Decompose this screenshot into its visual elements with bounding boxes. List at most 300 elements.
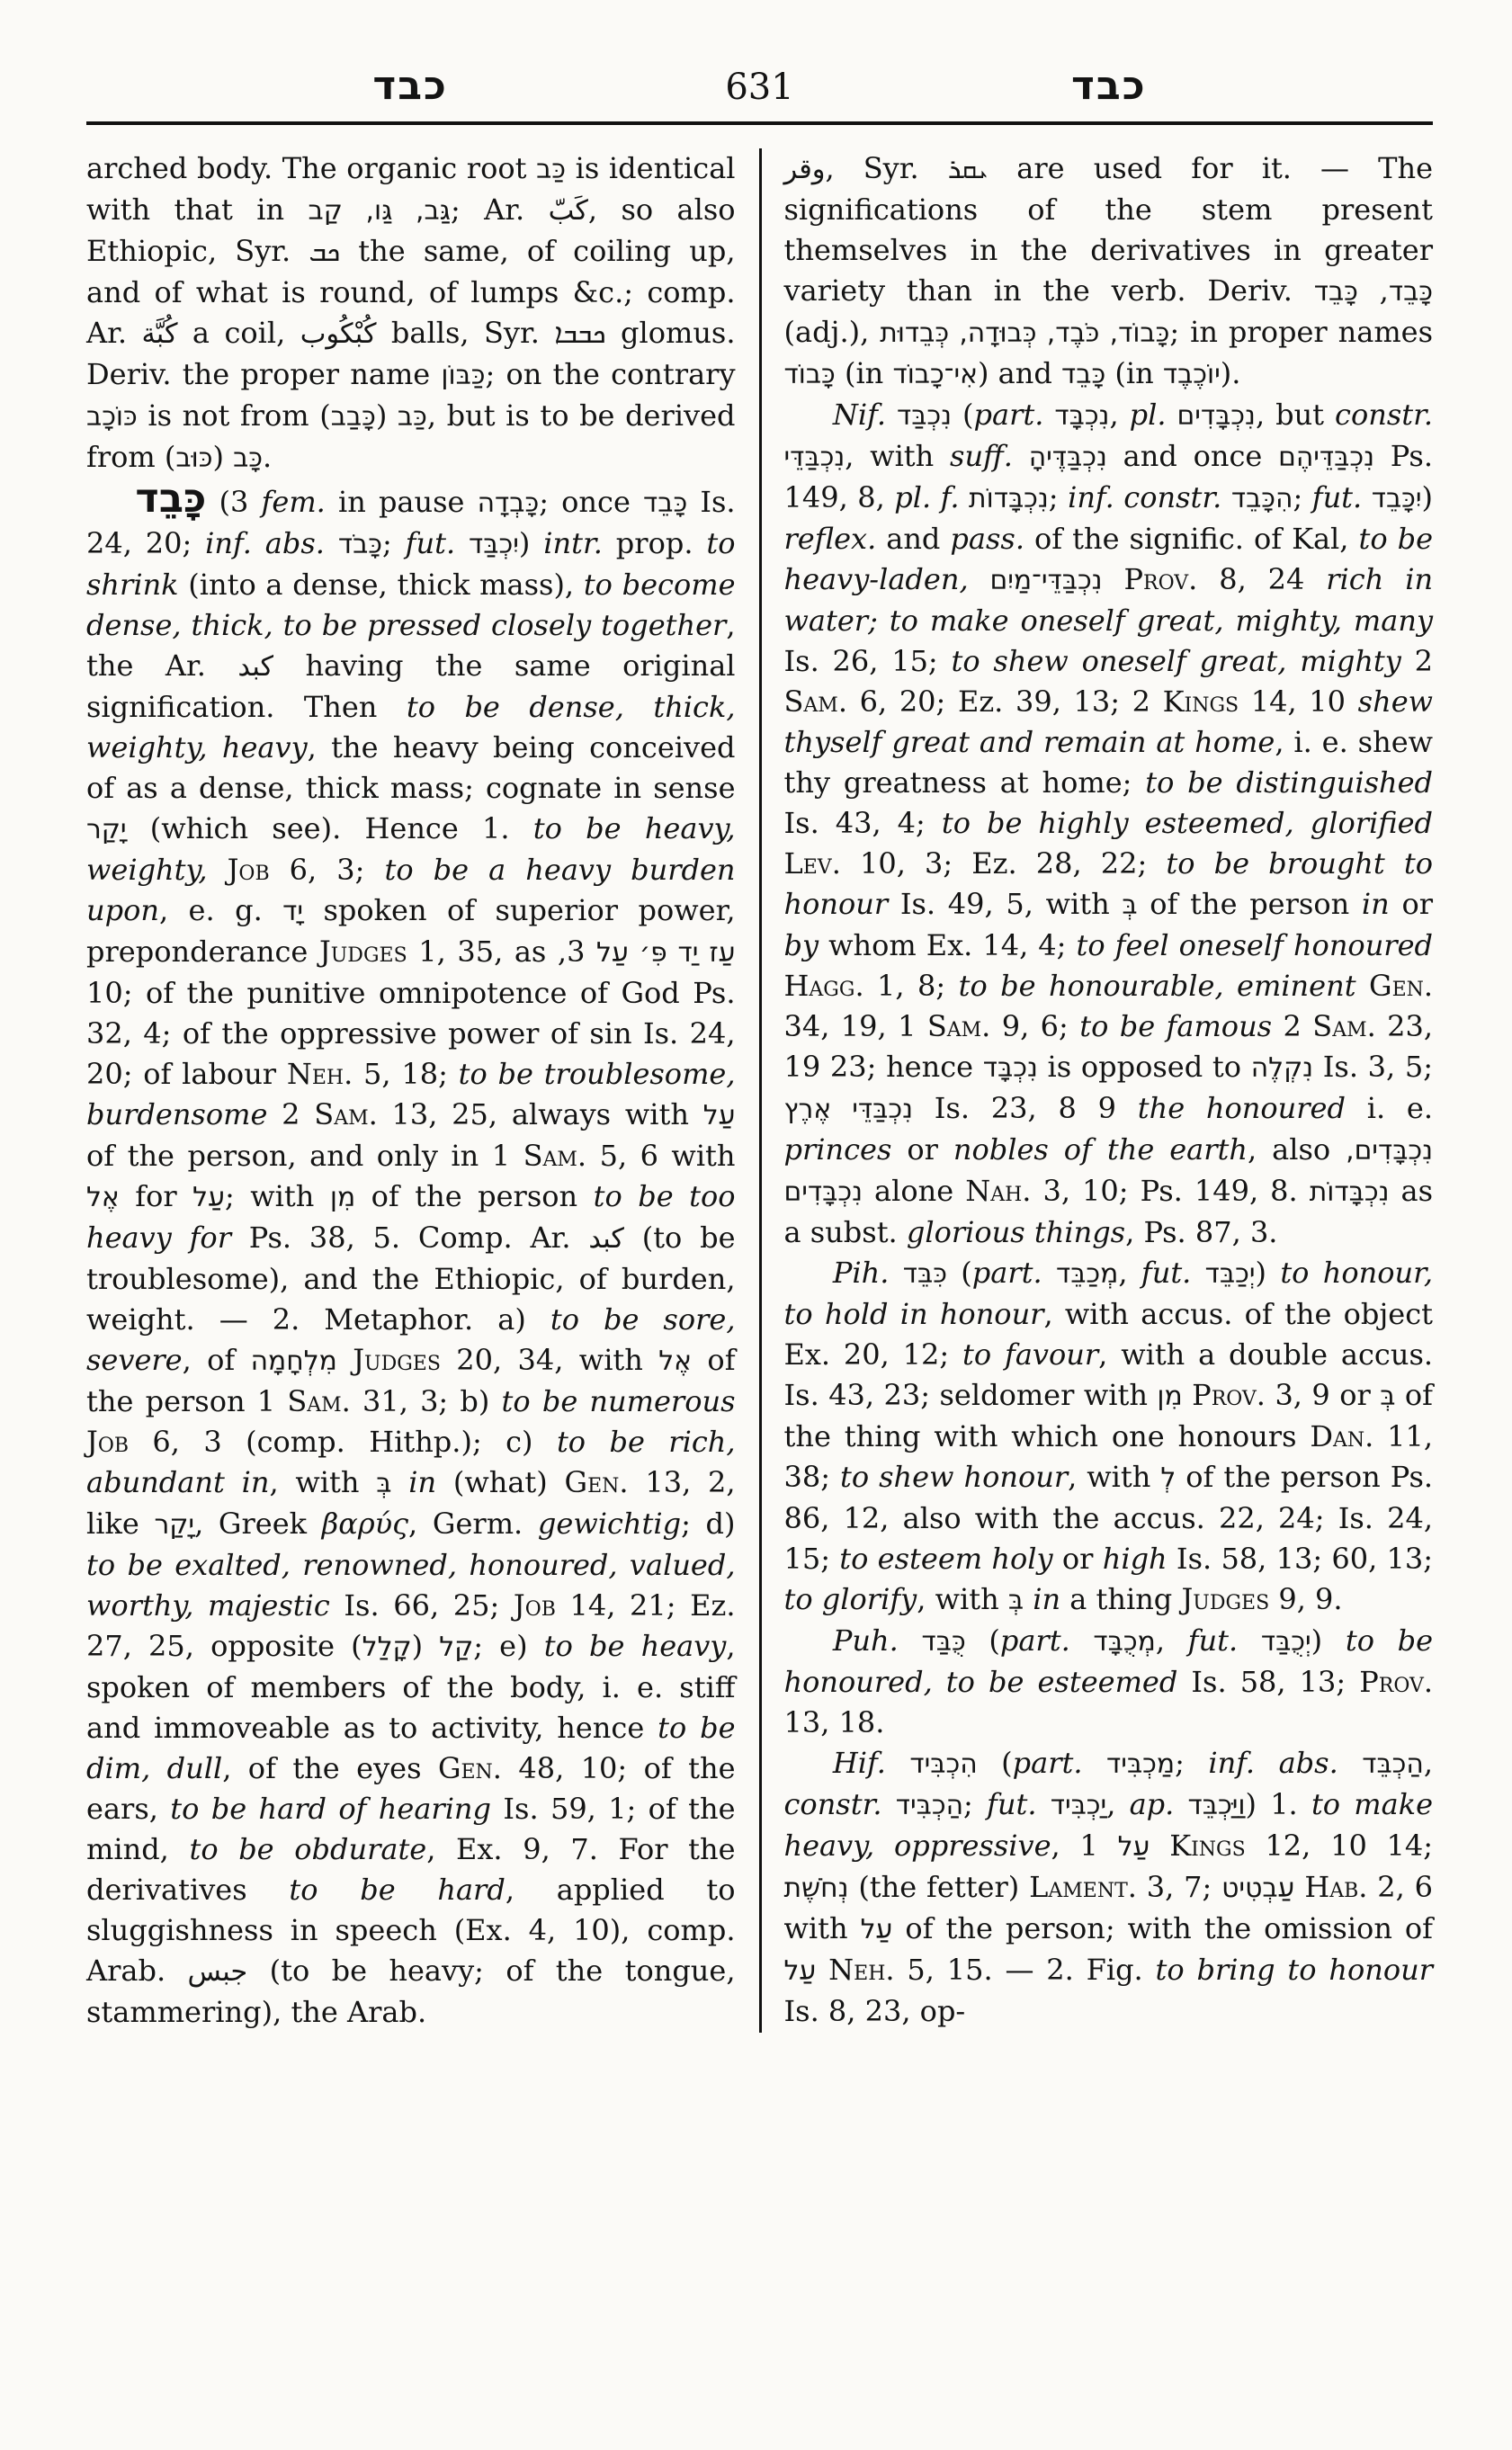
text-segment: עַל [783, 1955, 817, 1987]
text-segment [1024, 1582, 1033, 1616]
text-segment: part. [973, 398, 1044, 432]
text-segment [325, 526, 338, 560]
text-segment: כִּבֵּד [902, 1258, 947, 1290]
text-segment: 12, 10 14; [1245, 1829, 1434, 1863]
text-segment: כָּבֵד [1313, 276, 1358, 308]
text-segment: to be too heavy for [86, 1179, 736, 1255]
text-segment: fut. [987, 1787, 1037, 1821]
text-segment: אִי־כָבוֹד [892, 359, 979, 390]
text-segment: ; with [225, 1179, 330, 1213]
text-segment: , Greek [194, 1507, 322, 1541]
text-columns [86, 148, 1433, 2033]
text-segment: נִכְבַּד [896, 400, 953, 432]
text-segment: Job [513, 1588, 556, 1623]
text-segment: ; Ar. [450, 192, 549, 227]
text-segment: to be highly esteemed, glorified [941, 806, 1434, 840]
text-segment: Nif. [832, 398, 886, 432]
text-segment: 2 [1400, 644, 1434, 678]
text-segment: or [1389, 887, 1434, 921]
text-segment [1043, 398, 1054, 432]
text-segment: to feel oneself honoured [1076, 928, 1434, 962]
text-segment: נִכְבַּדֶּיהָ [1028, 442, 1107, 473]
text-segment: , also [1248, 1132, 1346, 1167]
text-segment: Is. 8, 23, op- [783, 1994, 966, 2028]
text-segment: , with a double accus. Is. 43, 23; seldomer with [783, 1337, 1434, 1412]
text-segment: מְכַבֵּד [1055, 1258, 1119, 1290]
paragraph [784, 1743, 1434, 2032]
text-segment: נִכְבָּדִים [1176, 400, 1256, 432]
text-segment: to be a heavy burden upon [86, 853, 736, 927]
text-segment: Is. 43, 4; [783, 806, 942, 840]
text-segment [337, 1343, 353, 1377]
text-segment: (which see). Hence 1. [126, 811, 533, 845]
text-segment: Sam. [783, 684, 848, 719]
text-segment: (adj.), [783, 315, 881, 349]
text-segment: ; d) [681, 1507, 736, 1541]
text-segment: ܟܒܒܐ [554, 318, 606, 350]
text-segment: glomus. Deriv. the proper name [86, 316, 736, 391]
text-segment [1294, 1870, 1304, 1904]
text-segment: alone [862, 1174, 966, 1208]
text-segment: Ps. 38, 5. Comp. Ar. [231, 1221, 589, 1255]
text-segment: , of the eyes [222, 1751, 438, 1785]
text-segment: to be hard of hearing [170, 1792, 492, 1826]
text-segment: יְכֻבַּד [1260, 1626, 1311, 1658]
text-segment: בְּ [1380, 1381, 1396, 1412]
text-segment: or [891, 1132, 953, 1167]
text-segment: of the signific. of Kal, [1024, 522, 1359, 556]
text-segment: אֶל [658, 1346, 693, 1377]
text-segment: constr. [783, 1787, 882, 1821]
column-divider [759, 148, 762, 2033]
text-segment: Lev. [783, 846, 841, 881]
text-segment: 13, 18. [783, 1705, 885, 1739]
text-segment: נִכְבָּדוֹת [969, 483, 1049, 514]
text-segment: ( [212, 440, 234, 474]
text-segment: Gen. [564, 1465, 629, 1499]
text-segment: Hagg. [783, 969, 864, 1003]
text-segment: the same, of coiling up, and of what is round, of lumps &c.; comp. Ar. [86, 234, 736, 350]
text-segment: and [876, 522, 951, 556]
text-segment: גַּב, גַּו, קַב [308, 195, 451, 227]
text-segment: 3, 9 or [1265, 1378, 1381, 1412]
text-segment: to be numerous [501, 1384, 736, 1418]
text-segment: , with [1068, 1460, 1161, 1494]
text-segment: to be hard [289, 1873, 505, 1907]
text-segment: ); e) [351, 1629, 544, 1663]
text-segment: עַל [192, 1182, 225, 1213]
text-segment: prop. [602, 526, 707, 560]
text-segment: 1, 35, as [407, 934, 558, 969]
text-segment: כָּב [233, 443, 264, 474]
text-segment: ; once [539, 485, 644, 519]
paragraph [86, 148, 736, 478]
text-segment: (the fetter) [848, 1870, 1030, 1904]
text-segment [208, 853, 228, 887]
text-segment: to bring to honour [1155, 1953, 1434, 1987]
text-segment: ( [411, 1629, 440, 1663]
text-segment: ( [375, 398, 398, 433]
text-segment: glorious things [906, 1215, 1126, 1249]
text-segment: Judges [1181, 1582, 1270, 1616]
right-column [784, 148, 1434, 2033]
text-segment: מִלְחָמָה [250, 1346, 337, 1377]
text-segment: in [408, 1465, 437, 1499]
text-segment: ). [1220, 356, 1241, 390]
text-segment: a thing [1060, 1582, 1182, 1616]
text-segment: Is. 59, 1; of the mind, [86, 1792, 736, 1866]
text-segment: to be brought to honour [783, 846, 1434, 921]
text-segment [1083, 1746, 1107, 1780]
text-segment: , applied to sluggishness in speech (Ex. 4, 10), comp. Arab. [86, 1873, 736, 1988]
text-segment: כֻּבַּד [921, 1626, 966, 1658]
text-segment: כַּב [397, 401, 427, 433]
text-segment: Hif. [832, 1746, 886, 1780]
text-segment: to be obdurate [189, 1832, 427, 1866]
text-segment: כָּבֵד [1061, 359, 1106, 390]
text-segment: 5, 18; [353, 1057, 459, 1091]
text-segment: Is. 66, 25; [329, 1588, 514, 1623]
text-segment: Is. 49, 5, with [888, 887, 1123, 921]
text-segment: כָּבְדָה [477, 487, 540, 519]
text-segment: יְכַבֵּד [1204, 1258, 1256, 1290]
text-segment: arched body. The organic root [86, 151, 537, 185]
text-segment: to esteem holy [839, 1542, 1053, 1576]
text-segment: מְכֻבָּד [1093, 1626, 1156, 1658]
text-segment: to be troublesome, burdensome [86, 1057, 736, 1131]
text-segment: كبد [588, 1223, 624, 1255]
text-segment: princes [783, 1132, 892, 1167]
text-segment: or [1052, 1542, 1103, 1576]
text-segment: Judges [353, 1343, 441, 1377]
text-segment: to be distinguished [1145, 765, 1434, 800]
text-segment: ). [164, 440, 273, 474]
text-segment: Job [86, 1425, 130, 1459]
text-segment: كُبَّة [141, 318, 178, 350]
text-segment: , with accus. of the object Ex. 20, 12; [783, 1297, 1434, 1372]
text-segment: to be heavy-laden, [783, 522, 1434, 596]
text-segment: , Ps. 87, 3. [1125, 1215, 1278, 1249]
text-segment: 20, 34, with [440, 1343, 659, 1377]
text-segment: to shew honour [840, 1460, 1069, 1494]
text-segment: is opposed to [1037, 1050, 1251, 1084]
text-segment: נִכְבָּדוֹת [1309, 1176, 1390, 1208]
text-segment: , i. e. shew thy greatness at home; [783, 725, 1434, 800]
text-segment: are used for it. — The significations of the stem present themselves in the derivatives in greater variety than in the verb. Deriv. [783, 151, 1434, 308]
text-segment: נִקְלֶה [1250, 1052, 1314, 1084]
text-segment: , but [1255, 398, 1336, 432]
header-keyword-left: כבד [372, 63, 448, 109]
text-segment: of the person; with the omission of [892, 1911, 1434, 1945]
text-segment: ) [1311, 1623, 1346, 1658]
text-segment: to be dense, thick, weighty, heavy [86, 690, 736, 765]
text-segment: קָלַל [362, 1632, 412, 1663]
text-segment: reflex. [783, 522, 877, 556]
text-segment: (what) [436, 1465, 565, 1499]
text-segment [886, 1746, 910, 1780]
text-segment: the honoured [1137, 1091, 1346, 1125]
text-segment: 2 [267, 1097, 315, 1131]
text-segment: ( [965, 1623, 1000, 1658]
text-segment [1167, 398, 1177, 432]
text-segment: ; in proper names [1169, 315, 1434, 349]
text-segment [882, 1787, 896, 1821]
text-segment: ) 1. [1245, 1787, 1311, 1821]
paragraph [784, 1621, 1434, 1743]
text-segment: 34, 19, 1 [783, 1009, 927, 1043]
text-segment [1103, 562, 1124, 596]
text-segment: 3, 10; Ps. 149, 8. [1031, 1174, 1310, 1208]
text-segment [1238, 1623, 1261, 1658]
text-segment: יָקַר [154, 1509, 195, 1541]
page-header [86, 63, 1433, 109]
text-segment: to be honoured, to be esteemed [783, 1623, 1434, 1699]
text-segment: ap. [1129, 1787, 1175, 1821]
text-segment: , [1118, 1256, 1141, 1290]
text-segment: Neh. [286, 1057, 353, 1091]
text-segment: whom Ex. 14, 4; [819, 928, 1077, 962]
text-segment: Is. 26, 15; [783, 644, 952, 678]
text-segment: Prov. [1192, 1378, 1266, 1412]
text-segment: יִכָּבֵד [1371, 483, 1422, 514]
text-segment: 3, 7; [1136, 1870, 1222, 1904]
text-segment: יָד [282, 896, 304, 927]
text-segment: of the person, and only in 1 [86, 1139, 523, 1173]
text-segment [1042, 1256, 1056, 1290]
text-segment: בְּ [1122, 890, 1138, 921]
text-segment: Kings [1162, 684, 1239, 719]
text-segment: to be famous [1079, 1009, 1273, 1043]
text-segment: βαρύς [321, 1507, 409, 1541]
text-segment: נִכְבַּדֵּי אֶרֶץ [783, 1094, 914, 1125]
text-segment: יַכְבִּיד [1050, 1790, 1107, 1821]
text-segment: nobles of the earth [953, 1132, 1248, 1167]
text-segment: Is. 24, 20; [86, 485, 736, 560]
text-segment [969, 562, 990, 596]
text-segment: spoken of superior power, preponderance [86, 893, 736, 969]
text-segment: הַכְבִּיד [895, 1790, 964, 1821]
text-segment: כּוֹכָב [86, 401, 138, 433]
text-segment: to be exalted, renowned, honoured, valued, worthy, majestic [86, 1548, 736, 1623]
text-segment: part. [971, 1256, 1042, 1290]
text-segment: עַבְטִיט [1221, 1873, 1295, 1904]
text-segment: to honour, to hold in honour [783, 1256, 1434, 1331]
text-segment: אֶל [86, 1182, 120, 1213]
text-segment: is identical with that in [86, 151, 736, 227]
text-segment: (in [1105, 356, 1163, 390]
text-segment: inf. constr. [1068, 480, 1222, 514]
text-segment: 14, 21; Ez. 27, 25, opposite [86, 1588, 736, 1663]
text-segment: , [1423, 1746, 1434, 1780]
text-segment: 5, 6 with [586, 1139, 736, 1173]
text-segment: 6, 3 (comp. Hithp.); c) [129, 1425, 557, 1459]
text-segment: הִכָּבֵד [1230, 483, 1293, 514]
text-segment: gewichtig [537, 1507, 682, 1541]
text-segment: كبد [237, 651, 273, 683]
text-segment: (into a dense, thick mass), [178, 568, 584, 602]
text-segment: to glorify [783, 1582, 917, 1616]
text-segment: having the same original signification. Then [86, 648, 736, 724]
text-segment: 31, 3; b) [350, 1384, 502, 1418]
text-segment: הִכְבִּיד [909, 1748, 978, 1780]
text-segment: 23, 19 23; hence [783, 1009, 1434, 1084]
text-segment: , the heavy being conceived of as a dense, thick mass; cognate in sense [86, 730, 736, 805]
text-segment: בְּ [1007, 1585, 1024, 1616]
text-segment: Is. 58, 13; [1177, 1665, 1360, 1699]
text-segment: 2 [1272, 1009, 1313, 1043]
text-segment: Puh. [832, 1623, 899, 1658]
text-segment: as a subst. [783, 1174, 1434, 1249]
text-segment: to be honourable, eminent [958, 969, 1356, 1003]
text-segment: יִכְבַּד [469, 529, 519, 560]
text-segment: , with [845, 439, 951, 473]
text-segment: , [1106, 1787, 1130, 1821]
text-segment: ) [1421, 480, 1434, 514]
text-segment: , Syr. [825, 151, 948, 185]
text-segment: rich in water; to make oneself great, mighty, many [783, 562, 1434, 638]
page-number: 631 [725, 67, 794, 108]
text-segment: , [1051, 1829, 1080, 1863]
text-segment: to be heavy, weighty, [86, 811, 736, 887]
text-segment [1037, 1787, 1051, 1821]
text-segment: ; [963, 1787, 988, 1821]
text-segment: 9, 6; [990, 1009, 1080, 1043]
text-segment: 1 [1079, 1829, 1170, 1863]
text-segment: fut. [1187, 1623, 1239, 1658]
text-segment: כָּבֵד [135, 474, 207, 522]
text-segment: Is. 3, 5; [1313, 1050, 1434, 1084]
text-segment: מִן [1157, 1381, 1183, 1412]
text-segment: 13, 25, always with [377, 1097, 703, 1131]
text-segment: ) and [978, 356, 1062, 390]
text-segment: כָּבוֹד [783, 359, 836, 390]
text-segment: Neh. [828, 1953, 895, 1987]
text-segment: (in [835, 356, 893, 390]
text-segment: וַיַּכְבֵּד [1187, 1790, 1246, 1821]
text-segment: Is. 23, 8 9 [913, 1091, 1138, 1125]
text-segment [1070, 1623, 1094, 1658]
text-segment: , Germ. [408, 1507, 538, 1541]
text-segment: and once [1106, 439, 1279, 473]
text-segment: ) [518, 526, 544, 560]
text-segment: Job [227, 853, 270, 887]
text-segment: Sam. [287, 1384, 351, 1418]
text-segment: Hab. [1304, 1870, 1368, 1904]
text-segment: fem. [261, 485, 326, 519]
text-segment [1191, 1256, 1204, 1290]
text-segment: , of [182, 1343, 251, 1377]
text-segment: נִכְבָּד [982, 1052, 1038, 1084]
text-segment: to shrink [86, 526, 736, 602]
text-segment: is not from [137, 398, 320, 433]
text-segment: כַּב [536, 154, 567, 185]
text-segment: intr. [543, 526, 603, 560]
text-segment [1362, 480, 1372, 514]
text-segment: מִן [329, 1182, 356, 1213]
text-segment: ; on the contrary [485, 357, 736, 391]
text-segment: , [1109, 398, 1130, 432]
text-segment: كَبّ [548, 195, 588, 227]
text-segment: i. e. [1345, 1091, 1434, 1125]
left-column [86, 148, 736, 2033]
text-segment: pl. f. [894, 480, 960, 514]
text-segment: עַל [860, 1914, 893, 1945]
text-segment: suff. [950, 439, 1013, 473]
text-segment: a coil, [177, 316, 300, 350]
text-segment: בְּ [376, 1468, 392, 1499]
text-segment: (to be heavy; of the tongue, stammering), the Arab. [86, 1954, 736, 2029]
text-segment: part. [1012, 1746, 1083, 1780]
text-segment: נְחֹשֶׁת [783, 1873, 849, 1904]
text-segment: Is. 58, 13; 60, 13; [1167, 1542, 1434, 1576]
text-segment: Gen. [1369, 969, 1434, 1003]
text-segment: 48, 10; of the ears, [86, 1751, 736, 1826]
text-segment: , Ex. 9, 7. For the derivatives [86, 1832, 736, 1907]
text-segment: עַל [702, 1100, 736, 1131]
text-segment: ( [952, 398, 974, 432]
text-segment: Lament. [1029, 1870, 1137, 1904]
text-segment: , spoken of members of the body, i. e. stiff and immoveable as to activity, hence [86, 1629, 736, 1745]
text-segment: , the Ar. [86, 608, 736, 683]
text-segment: to become dense, thick, to be pressed closely together [86, 568, 736, 642]
text-segment: Gen. [437, 1751, 502, 1785]
text-segment: fut. [1141, 1256, 1192, 1290]
text-segment: יוֹכֶבֶד [1162, 359, 1221, 390]
text-segment: Ps. 149, 8, [783, 439, 1434, 514]
text-segment: הַכְבֵּד [1362, 1748, 1424, 1780]
text-segment: 5, 15. — 2. Fig. [894, 1953, 1156, 1987]
text-segment: יָקַר [86, 814, 127, 845]
text-segment: to shew oneself great, mighty [951, 644, 1401, 678]
text-segment: עַל [1117, 1831, 1150, 1863]
text-segment [816, 1953, 828, 1987]
text-segment [1174, 1787, 1187, 1821]
text-segment: , with [269, 1465, 377, 1499]
text-segment: of the person Ps. 86, 12, also with the accus. 22, 24; Is. 24, 15; [783, 1460, 1434, 1576]
text-segment: כָּבֵד [1388, 276, 1434, 308]
text-segment: כָּבַב [330, 401, 376, 433]
text-segment: נִכְבַּדֵּיהֶם [1278, 442, 1374, 473]
text-segment [960, 480, 970, 514]
text-segment: Sam. [523, 1139, 587, 1173]
text-segment: 1, 8; [863, 969, 959, 1003]
text-segment: (to be troublesome), and the Ethiopic, of burden, weight. — 2. Metaphor. a) [86, 1221, 736, 1337]
text-segment: in pause [325, 485, 478, 519]
text-segment: Dan. [1310, 1419, 1374, 1453]
text-segment: ; [1293, 480, 1312, 514]
text-segment: 10, 3; Ez. 28, 22; [840, 846, 1167, 881]
text-segment [1338, 1746, 1363, 1780]
text-segment [899, 1623, 922, 1658]
text-segment: ܝܩܪ [947, 154, 989, 185]
text-segment: part. [999, 1623, 1070, 1658]
text-segment: כַּבּוֹן [441, 360, 486, 391]
text-segment: of the thing with which one honours [783, 1378, 1434, 1453]
text-segment: Sam. [314, 1097, 378, 1131]
text-segment [1221, 480, 1231, 514]
text-segment [1013, 439, 1029, 473]
text-segment: كُبْكُوب [300, 318, 377, 350]
text-segment: , [1155, 1623, 1188, 1658]
header-keyword-right: כבד [1071, 63, 1147, 109]
text-segment: fut. [1311, 480, 1363, 514]
text-segment: for [119, 1179, 193, 1213]
text-segment: Sam. [1312, 1009, 1376, 1043]
text-segment: עַז יַד פִּ׳ עַל [596, 937, 736, 969]
text-segment: in [1361, 887, 1390, 921]
text-segment: to make heavy, oppressive [783, 1787, 1434, 1863]
text-segment: ( [946, 1256, 972, 1290]
